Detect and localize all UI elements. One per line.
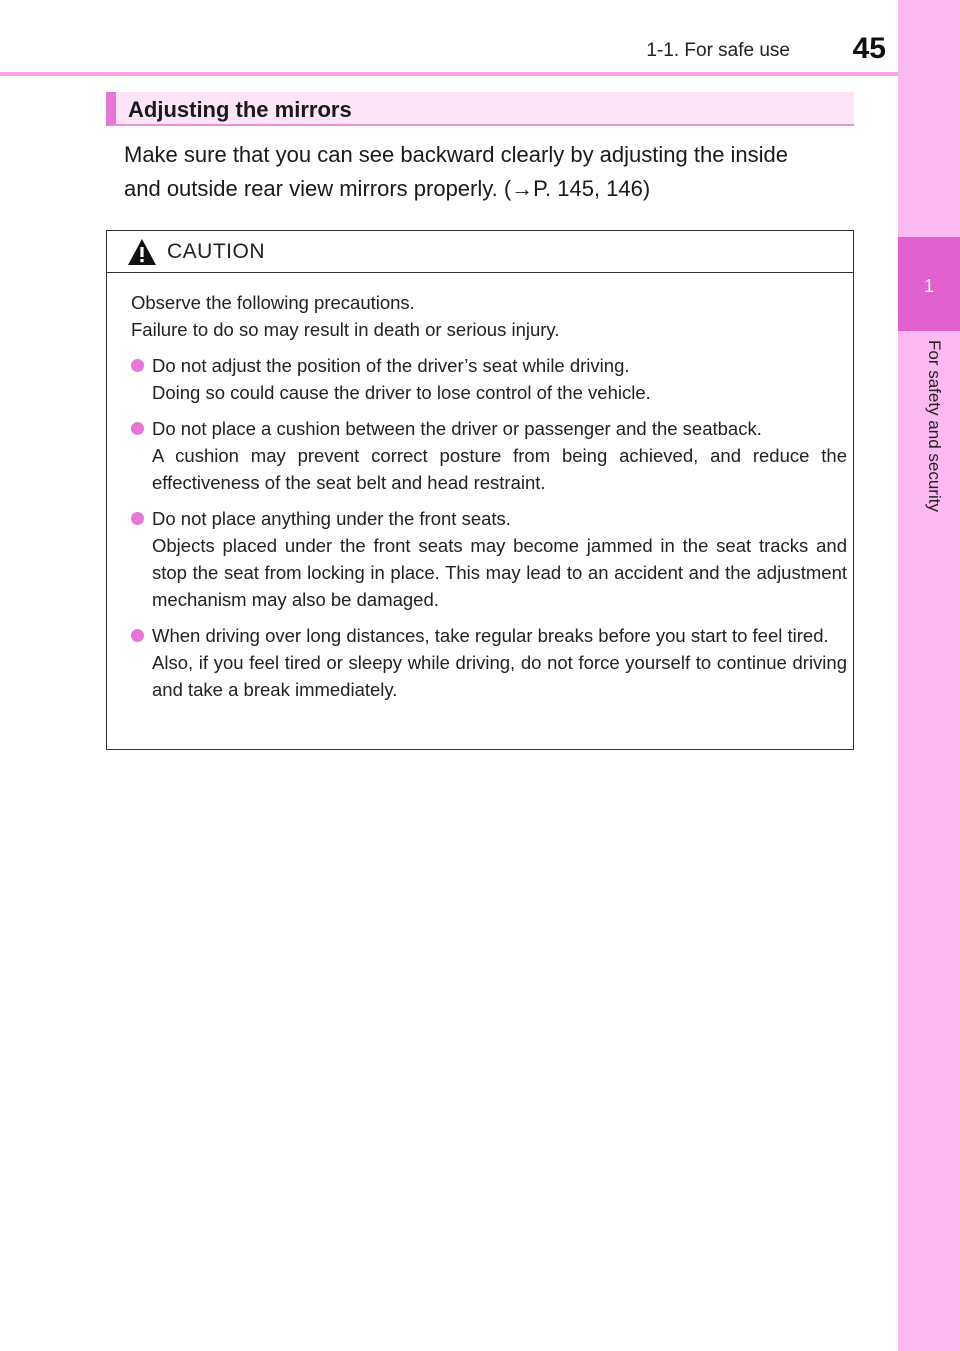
caution-intro-line: Observe the following precautions. bbox=[131, 292, 415, 313]
side-chapter-tab bbox=[898, 0, 960, 1351]
bullet-icon bbox=[131, 629, 144, 642]
intro-line: and outside rear view mirrors properly. (→P. 145, 146) bbox=[124, 176, 651, 201]
caution-item-lead: When driving over long distances, take regular breaks before you start to feel tired. bbox=[152, 625, 829, 646]
caution-item-detail: Doing so could cause the driver to lose control of the vehicle. bbox=[152, 382, 651, 403]
chapter-title: For safety and security bbox=[925, 340, 944, 512]
intro-paragraph bbox=[124, 138, 848, 206]
caution-body bbox=[131, 289, 847, 703]
caution-intro-line: Failure to do so may result in death or serious injury. bbox=[131, 319, 560, 340]
bullet-icon bbox=[131, 422, 144, 435]
caution-item-lead: Do not place anything under the front seats. bbox=[152, 508, 511, 529]
caution-label: CAUTION bbox=[167, 240, 265, 263]
warning-triangle-icon bbox=[127, 238, 157, 266]
header-rule bbox=[0, 72, 898, 76]
caution-item bbox=[131, 622, 847, 703]
bullet-icon bbox=[131, 359, 144, 372]
caution-header bbox=[107, 231, 853, 273]
section-heading-bar bbox=[106, 92, 854, 126]
intro-line: Make sure that you can see backward clearly by adjusting the inside bbox=[124, 142, 789, 167]
caution-item-detail: A cushion may prevent correct posture from being achieved, and reduce the effectiveness of the seat belt and head restraint. bbox=[152, 445, 847, 493]
caution-item-detail: Also, if you feel tired or sleepy while driving, do not force yourself to continue driving and take a break immediately. bbox=[152, 652, 847, 700]
page-number: 45 bbox=[852, 32, 886, 65]
chapter-number: 1 bbox=[923, 276, 934, 296]
bullet-icon bbox=[131, 512, 144, 525]
caution-item bbox=[131, 352, 847, 406]
caution-item bbox=[131, 415, 847, 496]
header-section-title: 1-1. For safe use bbox=[646, 40, 790, 61]
caution-item-lead: Do not adjust the position of the driver’s seat while driving. bbox=[152, 355, 630, 376]
caution-item-lead: Do not place a cushion between the driver or passenger and the seatback. bbox=[152, 418, 762, 439]
caution-item bbox=[131, 505, 847, 613]
caution-item-detail: Objects placed under the front seats may become jammed in the seat tracks and stop the seat from locking in place. This may lead to an accident and the adjustment mechanism may also be damaged. bbox=[152, 535, 847, 610]
caution-box bbox=[106, 230, 854, 750]
section-heading: Adjusting the mirrors bbox=[128, 97, 352, 122]
